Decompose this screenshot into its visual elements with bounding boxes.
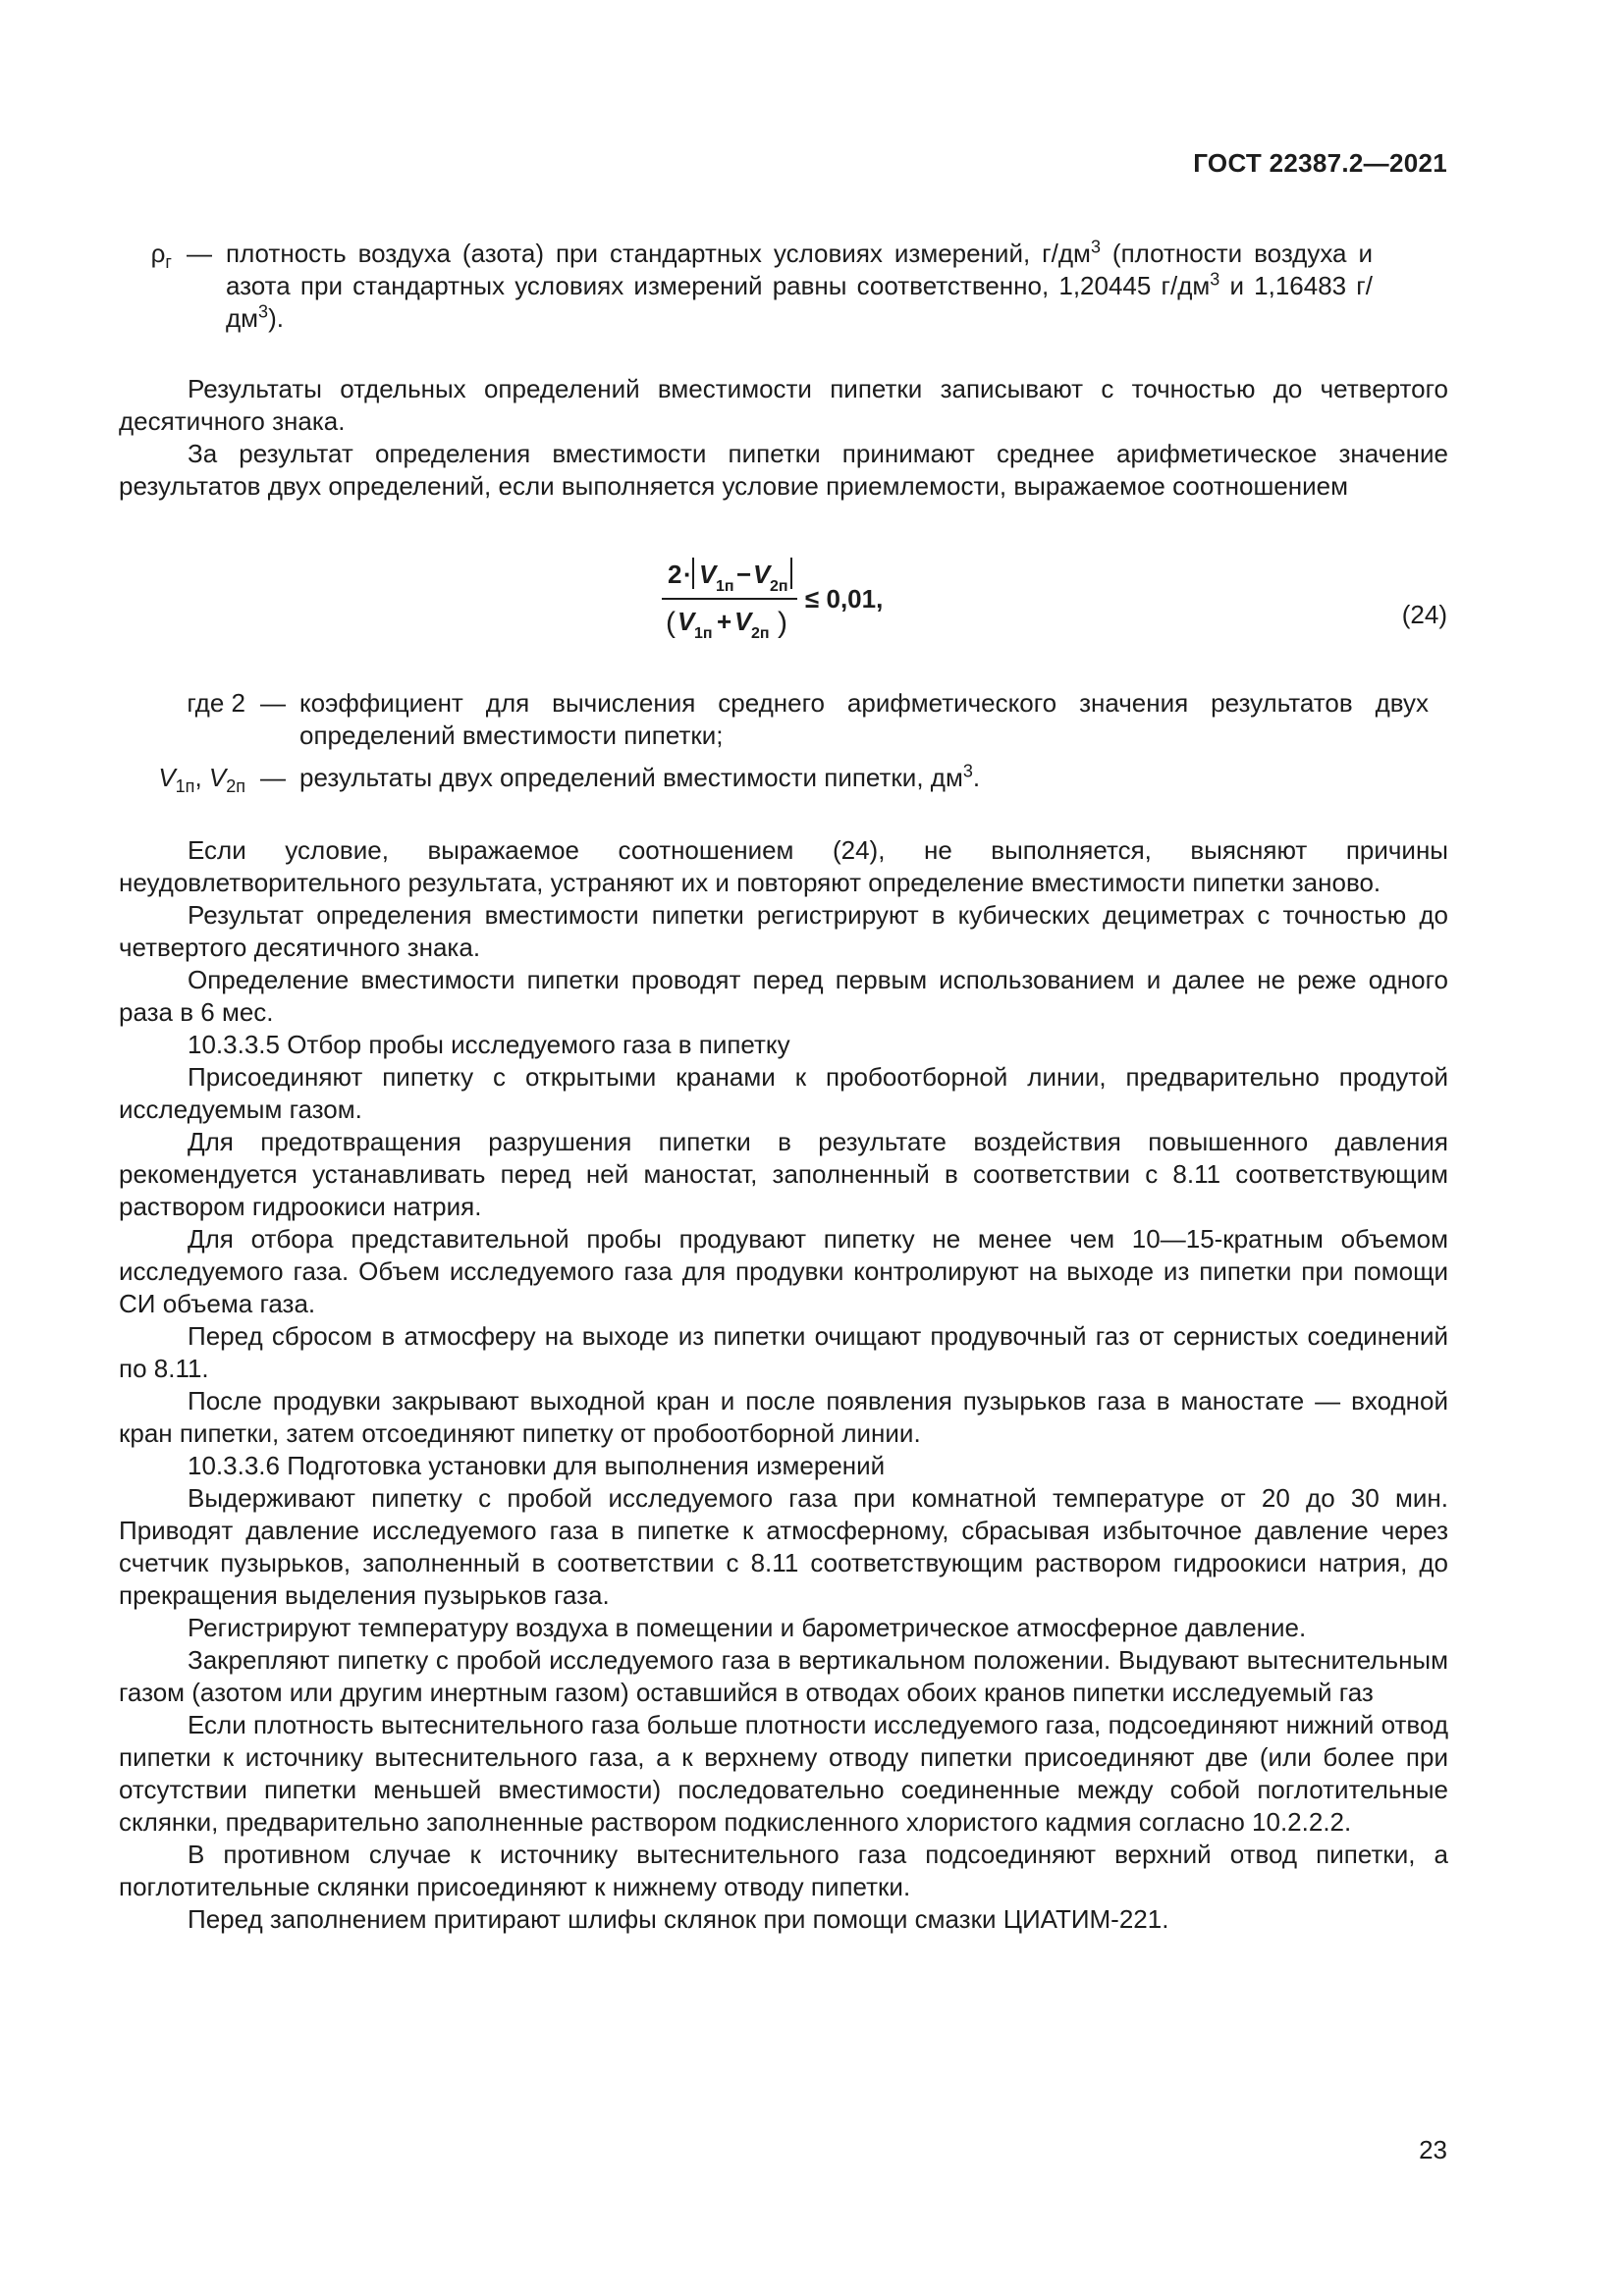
section-heading-10-3-3-5: 10.3.3.5 Отбор пробы исследуемого газа в пипетку xyxy=(188,1030,790,1059)
formula-v1-den: V xyxy=(677,607,695,636)
paragraph: Определение вместимости пипетки проводят перед первым использованием и далее не реже одного раза в 6 мес. xyxy=(119,965,1448,1027)
paragraph: Выдерживают пипетку с пробой исследуемого газа при комнатной температуре от 20 до 30 мин. Приводят давление исследуемого газа в пипетке к атмосферному, сбрасывая избыточное давление через счетчик пузырьков, заполненный в соответствии с 8.11 соответствующим раствором гидроокиси натрия, до прекращения выделения пузырьков газа. xyxy=(119,1483,1448,1610)
coefficient-definition xyxy=(0,687,1429,752)
results-paragraphs xyxy=(119,373,1448,503)
formula-sub1-den: 1п xyxy=(694,625,713,642)
definition-dash: — xyxy=(260,688,286,718)
volume-definition xyxy=(0,761,1429,797)
volume-symbols: $V_{1п}$, $V_{2п}$ xyxy=(158,763,245,797)
formula-sub2-den: 2п xyxy=(751,625,770,642)
rho-definition-text: плотность воздуха (азота) при стандартных условиях измерений, $г/дм^3$ (плотности воздуха и азота при стандартных условиях измерений равны соответственно, 1,20445 $г/дм^3$ и 1,16483 $г/дм^3$). xyxy=(226,237,1373,333)
formula-sub1: 1п xyxy=(716,578,734,595)
section-heading-10-3-3-6: 10.3.3.6 Подготовка установки для выполнения измерений xyxy=(188,1451,886,1480)
formula-sub2: 2п xyxy=(770,578,788,595)
paragraph: Присоединяют пипетку с открытыми кранами к пробоотборной линии, предварительно продутой исследуемым газом. xyxy=(119,1062,1448,1124)
procedure-paragraphs xyxy=(119,834,1448,1936)
paragraph: После продувки закрывают выходной кран и после появления пузырьков газа в маностате — входной кран пипетки, затем отсоединяют пипетку от пробоотборной линии. xyxy=(119,1386,1448,1448)
formula-rhs: ≤ 0,01, xyxy=(805,584,884,614)
paragraph: Для предотвращения разрушения пипетки в результате воздействия повышенного давления рекомендуется устанавливать перед ней маностат, заполненный в соответствии с 8.11 соответствующим раствором гидроокиси натрия. xyxy=(119,1127,1448,1221)
volume-definition-text: результаты двух определений вместимости пипетки, $дм^3$. xyxy=(299,761,981,792)
svg-text:(: ( xyxy=(666,607,676,639)
definition-dash: — xyxy=(260,763,286,792)
paragraph: В противном случае к источнику вытеснительного газа подсоединяют верхний отвод пипетки, а поглотительные склянки присоединяют к нижнему отводу пипетки. xyxy=(119,1840,1448,1901)
paragraph: За результат определения вместимости пипетки принимают среднее арифметическое значение результатов двух определений, если выполняется условие приемлемости, выражаемое соотношением xyxy=(119,439,1448,501)
rho-definition xyxy=(0,238,1373,335)
paragraph: Результаты отдельных определений вместимости пипетки записывают с точностью до четвертого десятичного знака. xyxy=(119,374,1448,436)
page-number: 23 xyxy=(1419,2135,1447,2164)
paragraph: Перед заполнением притирают шлифы склянок при помощи смазки ЦИАТИМ-221. xyxy=(188,1904,1169,1934)
formula-coefficient: 2 xyxy=(668,560,682,589)
coefficient-symbol: где 2 xyxy=(187,688,245,718)
formula-dot: · xyxy=(683,560,692,589)
formula-minus: − xyxy=(736,560,752,589)
formula-v1: V xyxy=(699,560,717,589)
paragraph: Для отбора представительной пробы продувают пипетку не менее чем 10—15-кратным объемом исследуемого газа. Объем исследуемого газа для продувки контролируют на выходе из пипетки при помощи СИ объема газа. xyxy=(119,1224,1448,1318)
document-header: ГОСТ 22387.2—2021 xyxy=(1193,148,1447,178)
definition-dash: — xyxy=(187,239,212,268)
rho-symbol: $\rho_г$ xyxy=(150,239,172,273)
paragraph: Если условие, выражаемое соотношением (24), не выполняется, выясняют причины неудовлетворительного результата, устраняют их и повторяют определение вместимости пипетки заново. xyxy=(119,835,1448,897)
formula-v2-den: V xyxy=(734,607,752,636)
paragraph: Результат определения вместимости пипетки регистрируют в кубических дециметрах с точностью до четвертого десятичного знака. xyxy=(119,900,1448,962)
formula-24 xyxy=(658,550,933,648)
equation-number: (24) xyxy=(1401,600,1447,629)
svg-text:): ) xyxy=(778,607,787,639)
paragraph: Закрепляют пипетку с пробой исследуемого газа в вертикальном положении. Выдувают вытеснительным газом (азотом или другим инертным газом) оставшийся в отводах обоих кранов пипетки исследуемый газ xyxy=(119,1645,1448,1707)
paragraph: Регистрируют температуру воздуха в помещении и барометрическое атмосферное давление. xyxy=(188,1613,1307,1642)
formula-v2: V xyxy=(753,560,771,589)
coefficient-definition-text: коэффициент для вычисления среднего арифметического значения результатов двух определений вместимости пипетки; xyxy=(299,688,1429,750)
paragraph: Перед сбросом в атмосферу на выходе из пипетки очищают продувочный газ от сернистых соединений по 8.11. xyxy=(119,1321,1448,1383)
paragraph: Если плотность вытеснительного газа больше плотности исследуемого газа, подсоединяют нижний отвод пипетки к источнику вытеснительного газа, а к верхнему отводу пипетки присоединяют две (или более при отсутствии пипетки меньшей вместимости) последовательно соединенные между собой поглотительные склянки, предварительно заполненные раствором подкисленного хлористого кадмия согласно 10.2.2.2. xyxy=(119,1710,1448,1837)
formula-plus: + xyxy=(717,607,732,636)
